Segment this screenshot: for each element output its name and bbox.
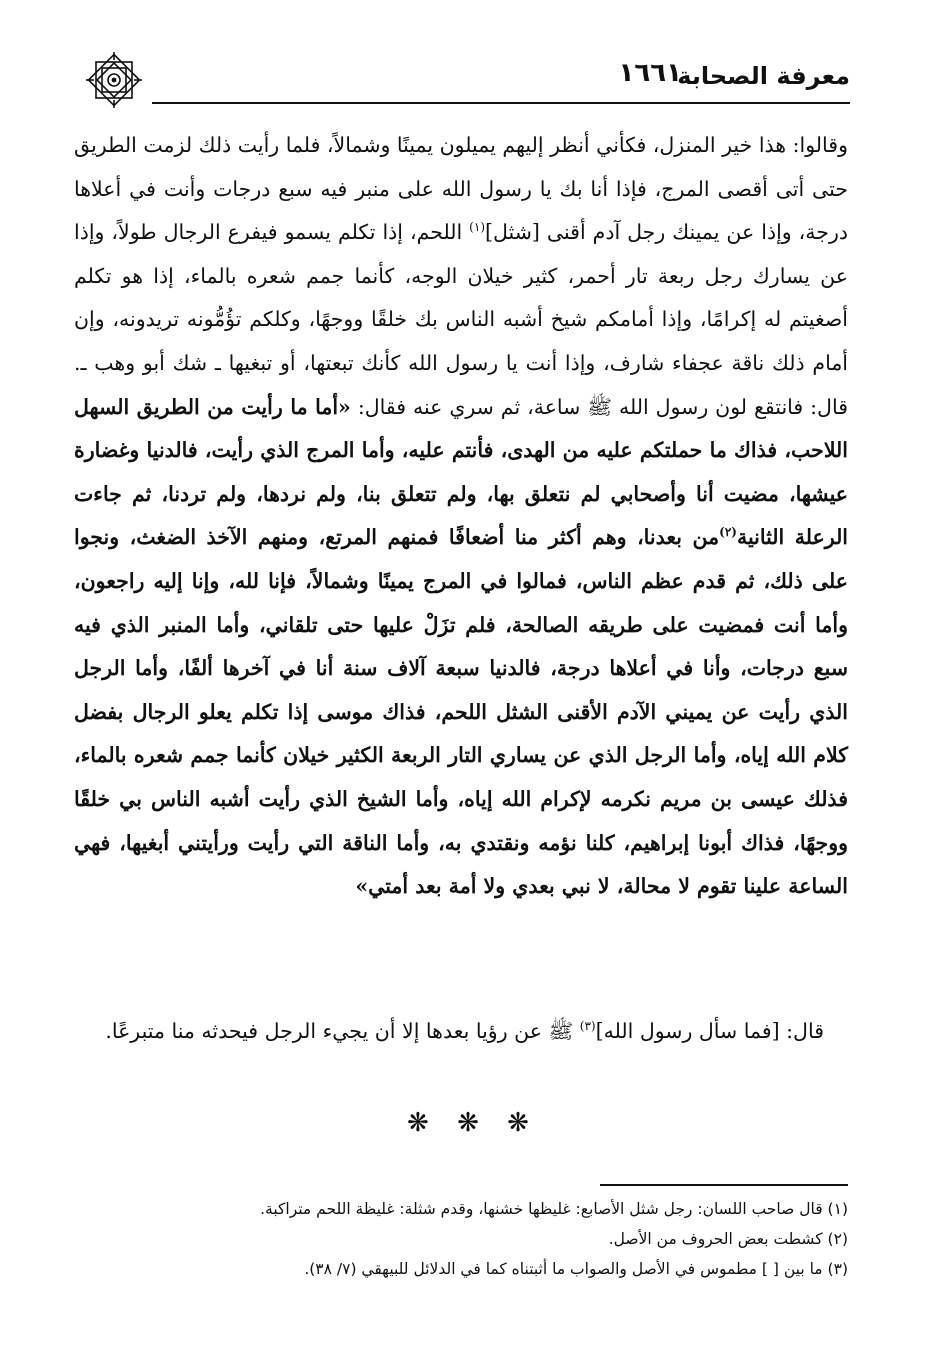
footnote-2 xyxy=(74,1224,848,1254)
footnote-3 xyxy=(74,1254,848,1284)
footnote-ref-3: (٣) xyxy=(579,1019,596,1034)
narration-paragraph xyxy=(74,124,848,909)
header-rule xyxy=(152,102,850,104)
footnote-1 xyxy=(74,1194,848,1224)
footnote-number: (٢) xyxy=(827,1230,848,1248)
prophet-speech-part-2: من بعدنا، وهم أكثر منا أضعافًا فمنهم المرتع، ومنهم الآخذ الضغث، ونجوا على ذلك، ثم قدم عظم الناس، فمالوا في المرج يمينًا وشمالاً، فإنا لله، وإنا إليه راجعون، وأما أنت فمضيت على طريقه الصالحة، فلم تزَلْ عليها حتى تلقاني، وأما المنبر الذي فيه سبع درجات، وأنا في أعلاها درجة، فالدنيا سبعة آلاف سنة أنا في آخرها ألفًا، وأما الرجل الذي رأيت عن يميني الآدم الأقنى الشثل اللحم، فذاك موسى إذا تكلم يعلو الرجال بفضل كلام الله إياه، وأما الرجل الذي عن يساري التار الربعة الكثير خيلان كأنما جمم شعره بالماء، فذلك عيسى بن مريم نكرمه لإكرام الله إياه، وأما الشيخ الذي رأيت أشبه الناس بي خلقًا ووجهًا، فذاك أبونا إبراهيم، كلنا نؤمه ونقتدي به، وأما الناقة التي رأيت ورأيتني أبغيها، فهي الساعة علينا تقوم لا محالة، لا نبي بعدي ولا أمة بعد أمتي» xyxy=(74,525,848,899)
footnote-number: (١) xyxy=(827,1200,848,1218)
page-number: ١٦٦١ xyxy=(618,58,682,88)
footnote-rule xyxy=(600,1184,848,1186)
narration-part-1: وقالوا: هذا خير المنزل، فكأني أنظر إليهم يميلون يمينًا وشمالاً، فلما رأيت ذلك لزمت الطريق حتى أتى أقصى المرج، فإذا أنا بك يا رسول الله على منبر فيه سبع درجات وأنت في أعلاها درجة، وإذا عن يمينك رجل آدم أقنى [شثل] xyxy=(74,133,848,245)
closing-part-2: ﷺ عن رؤيا بعدها إلا أن يجيء الرجل فيحدثه منا متبرعًا. xyxy=(105,1019,580,1043)
closing-paragraph xyxy=(74,1010,848,1052)
footnote-text: ما بين [ ] مطموس في الأصل والصواب ما أثبتناه كما في الدلائل للبيهقي (٧/ ٣٨). xyxy=(304,1260,823,1278)
section-separator: ❋ ❋ ❋ xyxy=(407,1108,539,1138)
footnote-number: (٣) xyxy=(827,1260,848,1278)
prophet-speech-part-1: «أما ما رأيت من الطريق السهل اللاحب، فذاك ما حملتكم عليه من الهدى، فأنتم عليه، وأما المرج الذي رأيت، فالدنيا وغضارة عيشها، مضيت أنا وأصحابي لم نتعلق بها، ولم تتعلق بنا، ولم نردها، ولم تردنا، ثم جاءت الرعلة الثانية xyxy=(74,394,849,550)
octagram-ornament-icon xyxy=(82,48,146,112)
page-header xyxy=(70,40,850,120)
footnotes xyxy=(74,1194,848,1284)
footnote-ref-2: (٢) xyxy=(719,525,737,540)
footnote-ref-1: (١) xyxy=(469,220,485,235)
narration-part-2: اللحم، إذا تكلم يسمو فيفرع الرجال طولاً، وإذا عن يسارك رجل ربعة تار أحمر، كثير خيلان الوجه، كأنما جمم شعره بالماء، إذا هو تكلم أصغيتم له إكرامًا، وإذا أمامكم شيخ أشبه الناس بك خلقًا ووجهًا، وكلكم تؤُمُّونه تريدونه، وإن أمام ذلك ناقة عجفاء شارف، وإذا أنت يا رسول الله كأنك تبعتها، أو تبغيها ـ شك أبو وهب ـ. قال: فانتقع لون رسول الله ﷺ ساعة، ثم سري عنه فقال: xyxy=(74,220,848,419)
footnote-text: قال صاحب اللسان: رجل شثل الأصابع: غليظها خشنها، وقدم شثلة: غليظة اللحم متراكبة. xyxy=(260,1200,823,1218)
footnote-text: كشطت بعض الحروف من الأصل. xyxy=(608,1230,823,1248)
running-title: معرفة الصحابة xyxy=(677,62,850,90)
main-text xyxy=(74,124,848,909)
closing-part-1: قال: [فما سأل رسول الله] xyxy=(595,1019,824,1043)
